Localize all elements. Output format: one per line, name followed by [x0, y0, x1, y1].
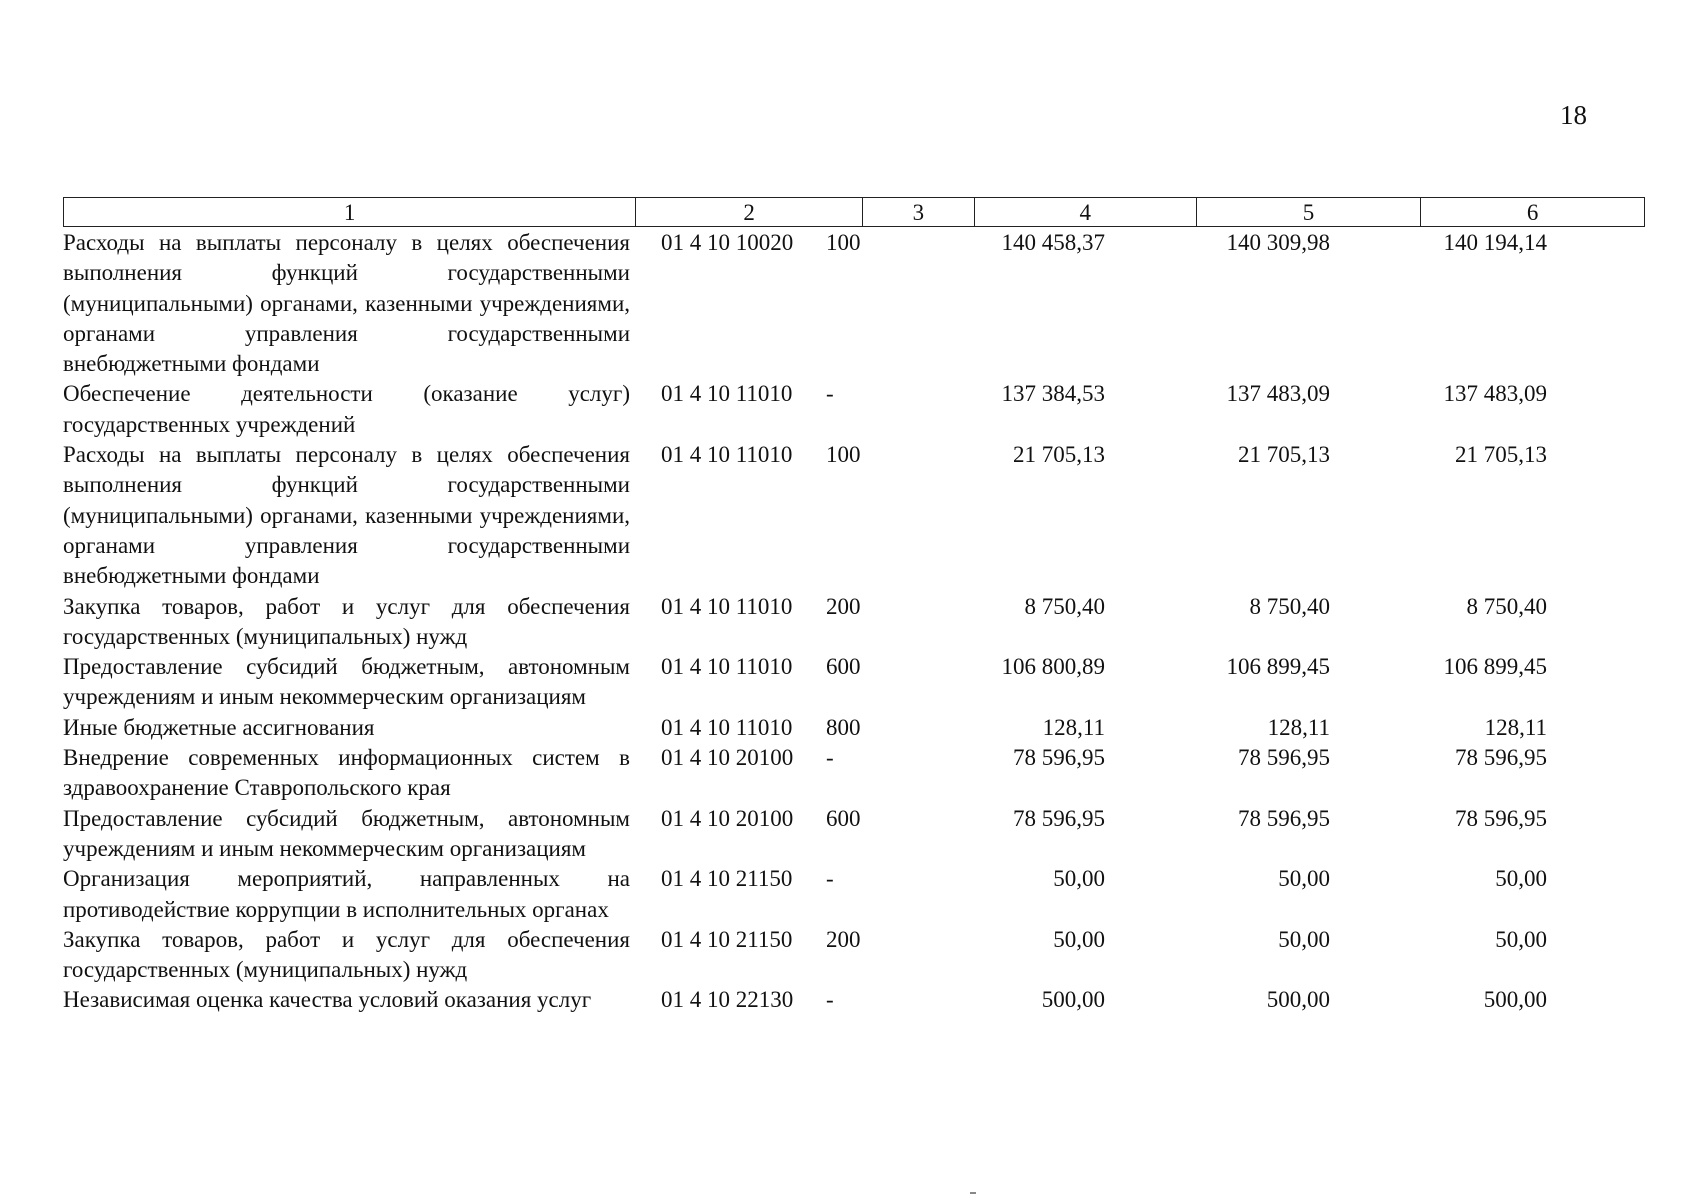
row-value-6: 78 596,95 [1455, 745, 1547, 771]
row-value-4: 50,00 [1053, 926, 1105, 952]
row-value-4: 500,00 [1041, 987, 1105, 1013]
row-value-4: 78 596,95 [1013, 805, 1105, 831]
table-row [63, 440, 1645, 591]
row-value-4: 8 750,40 [1024, 593, 1105, 619]
row-name: Обеспечение деятельности (оказание услуг) государственных учреждений [63, 381, 630, 437]
row-value-4: 128,11 [1042, 714, 1105, 740]
row-value-6: 50,00 [1495, 866, 1547, 892]
row-code: 01 4 10 10020 [661, 230, 794, 255]
row-value-6: 21 705,13 [1455, 442, 1547, 468]
row-value-4: 106 800,89 [1001, 654, 1105, 680]
table-row [63, 925, 1645, 986]
row-code: 01 4 10 11010 [661, 442, 793, 468]
row-code: 01 4 10 20100 [661, 805, 794, 831]
table-row [63, 864, 1645, 925]
row-code: 01 4 10 20100 [661, 745, 794, 771]
row-code: 01 4 10 11010 [661, 381, 793, 407]
row-value-6: 8 750,40 [1466, 593, 1547, 619]
row-type: 100 [826, 442, 861, 468]
row-value-4: 137 384,53 [1001, 381, 1105, 407]
row-value-6: 78 596,95 [1455, 805, 1547, 831]
row-value-5: 106 899,45 [1226, 654, 1330, 680]
row-value-4: 21 705,13 [1013, 442, 1105, 468]
table-row [63, 985, 1645, 1015]
row-value-5: 50,00 [1278, 926, 1330, 952]
row-value-6: 500,00 [1483, 987, 1547, 1013]
scan-mark [970, 1192, 976, 1194]
row-name: Иные бюджетные ассигнования [63, 714, 375, 740]
row-type: - [826, 987, 834, 1013]
row-name: Предоставление субсидий бюджетным, автономным учреждениям и иным некоммерческим организациям [63, 654, 630, 710]
row-value-6: 128,11 [1484, 714, 1547, 740]
table-header-row [63, 197, 1645, 227]
row-value-5: 500,00 [1266, 987, 1330, 1013]
row-type: 200 [826, 926, 861, 952]
row-code: 01 4 10 21150 [661, 866, 793, 892]
row-name: Организация мероприятий, направленных на противодействие коррупции в исполнительных органах [63, 866, 630, 922]
table-row [63, 228, 1645, 379]
row-value-5: 140 309,98 [1226, 230, 1330, 255]
row-type: - [826, 381, 834, 407]
table-row [63, 804, 1645, 865]
row-name: Расходы на выплаты персоналу в целях обеспечения выполнения функций государственными (муниципальными) органами, казенными учреждениями, органами управления государственными внебюджетными фондами [63, 230, 630, 377]
row-code: 01 4 10 11010 [661, 654, 793, 680]
header-cell-4: 4 [975, 198, 1197, 226]
row-value-5: 78 596,95 [1238, 805, 1330, 831]
row-value-5: 21 705,13 [1238, 442, 1330, 468]
row-type: 600 [826, 805, 861, 831]
row-value-5: 8 750,40 [1249, 593, 1330, 619]
row-type: 100 [826, 230, 861, 255]
row-code: 01 4 10 11010 [661, 593, 793, 619]
page-number: 18 [1560, 100, 1587, 130]
header-cell-6: 6 [1526, 200, 1539, 225]
row-value-4: 78 596,95 [1013, 745, 1105, 771]
header-cell-1: 1 [64, 198, 636, 226]
header-cell-5: 5 [1197, 198, 1422, 226]
table-row [63, 592, 1645, 653]
table-row [63, 652, 1645, 713]
row-name: Независимая оценка качества условий оказания услуг [63, 987, 592, 1013]
row-type: 200 [826, 593, 861, 619]
row-value-6: 140 194,14 [1443, 230, 1547, 255]
row-type: 600 [826, 654, 861, 680]
row-code: 01 4 10 11010 [661, 714, 793, 740]
row-type: - [826, 866, 834, 892]
row-name: Внедрение современных информационных систем в здравоохранение Ставропольского края [63, 745, 630, 801]
row-name: Закупка товаров, работ и услуг для обеспечения государственных (муниципальных) нужд [63, 593, 630, 649]
row-value-4: 140 458,37 [1001, 230, 1105, 255]
row-value-5: 50,00 [1278, 866, 1330, 892]
table-row [63, 743, 1645, 804]
table-body [63, 228, 1645, 1016]
row-type: - [826, 745, 834, 771]
row-name: Закупка товаров, работ и услуг для обеспечения государственных (муниципальных) нужд [63, 926, 630, 983]
row-value-5: 78 596,95 [1238, 745, 1330, 771]
table-row [63, 379, 1645, 440]
table-row [63, 713, 1645, 743]
header-cell-2: 2 [636, 198, 863, 226]
row-value-5: 128,11 [1267, 714, 1330, 740]
row-type: 800 [826, 714, 861, 740]
row-code: 01 4 10 21150 [661, 926, 793, 952]
row-value-6: 50,00 [1495, 926, 1547, 952]
row-value-5: 137 483,09 [1226, 381, 1330, 407]
row-value-6: 137 483,09 [1443, 381, 1547, 407]
row-name: Предоставление субсидий бюджетным, автономным учреждениям и иным некоммерческим организациям [63, 805, 630, 861]
row-code: 01 4 10 22130 [661, 987, 794, 1013]
row-name: Расходы на выплаты персоналу в целях обеспечения выполнения функций государственными (муниципальными) органами, казенными учреждениями, органами управления государственными внебюджетными фондами [63, 442, 630, 589]
header-cell-3: 3 [863, 198, 975, 226]
row-value-6: 106 899,45 [1443, 654, 1547, 680]
row-value-4: 50,00 [1053, 866, 1105, 892]
